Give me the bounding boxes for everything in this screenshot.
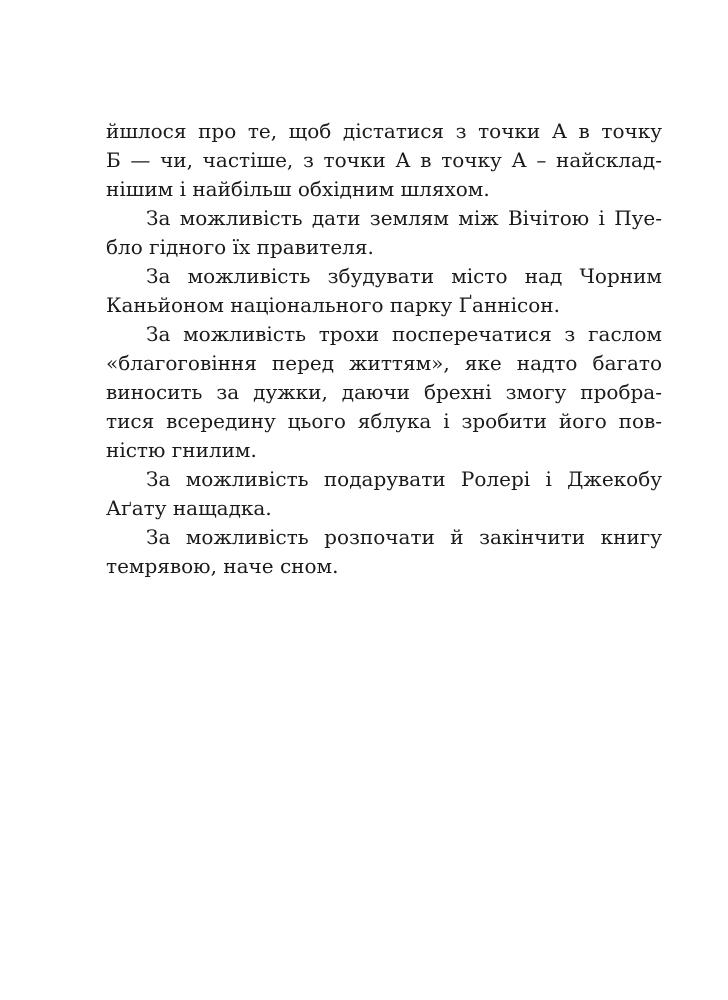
text-line: Аґату нащадка. (106, 496, 272, 520)
text-line: бло гідного їх правителя. (106, 235, 374, 259)
text-line: За можливість збудувати місто над Чорним (146, 264, 662, 288)
text-line: виносить за дужки, даючи брехні змогу пробра- (106, 380, 662, 404)
text-line: За можливість трохи посперечатися з гаслом (146, 322, 662, 346)
paragraph-2 (106, 204, 662, 262)
paragraph-1 (106, 117, 662, 204)
text-line: ністю гнилим. (106, 438, 257, 462)
text-line: темрявою, наче сном. (106, 554, 339, 578)
text-line: нішим і найбільш обхідним шляхом. (106, 177, 490, 201)
page-text (106, 117, 662, 581)
paragraph-4 (106, 320, 662, 465)
text-line: Б — чи, частіше, з точки А в точку А – найсклад- (106, 148, 662, 172)
paragraph-3 (106, 262, 662, 320)
text-line: За можливість розпочати й закінчити книгу (146, 525, 662, 549)
text-line: «благоговіння перед життям», яке надто багато (106, 351, 662, 375)
paragraph-6 (106, 523, 662, 581)
paragraph-5 (106, 465, 662, 523)
text-line: Каньйоном національного парку Ґаннісон. (106, 293, 560, 317)
text-line: йшлося про те, щоб дістатися з точки А в точку (106, 119, 662, 143)
text-line: За можливість подарувати Ролері і Джекобу (146, 467, 662, 491)
text-line: За можливість дати землям між Вічітою і Пуе- (146, 206, 662, 230)
text-line: тися всередину цього яблука і зробити його пов- (106, 409, 662, 433)
